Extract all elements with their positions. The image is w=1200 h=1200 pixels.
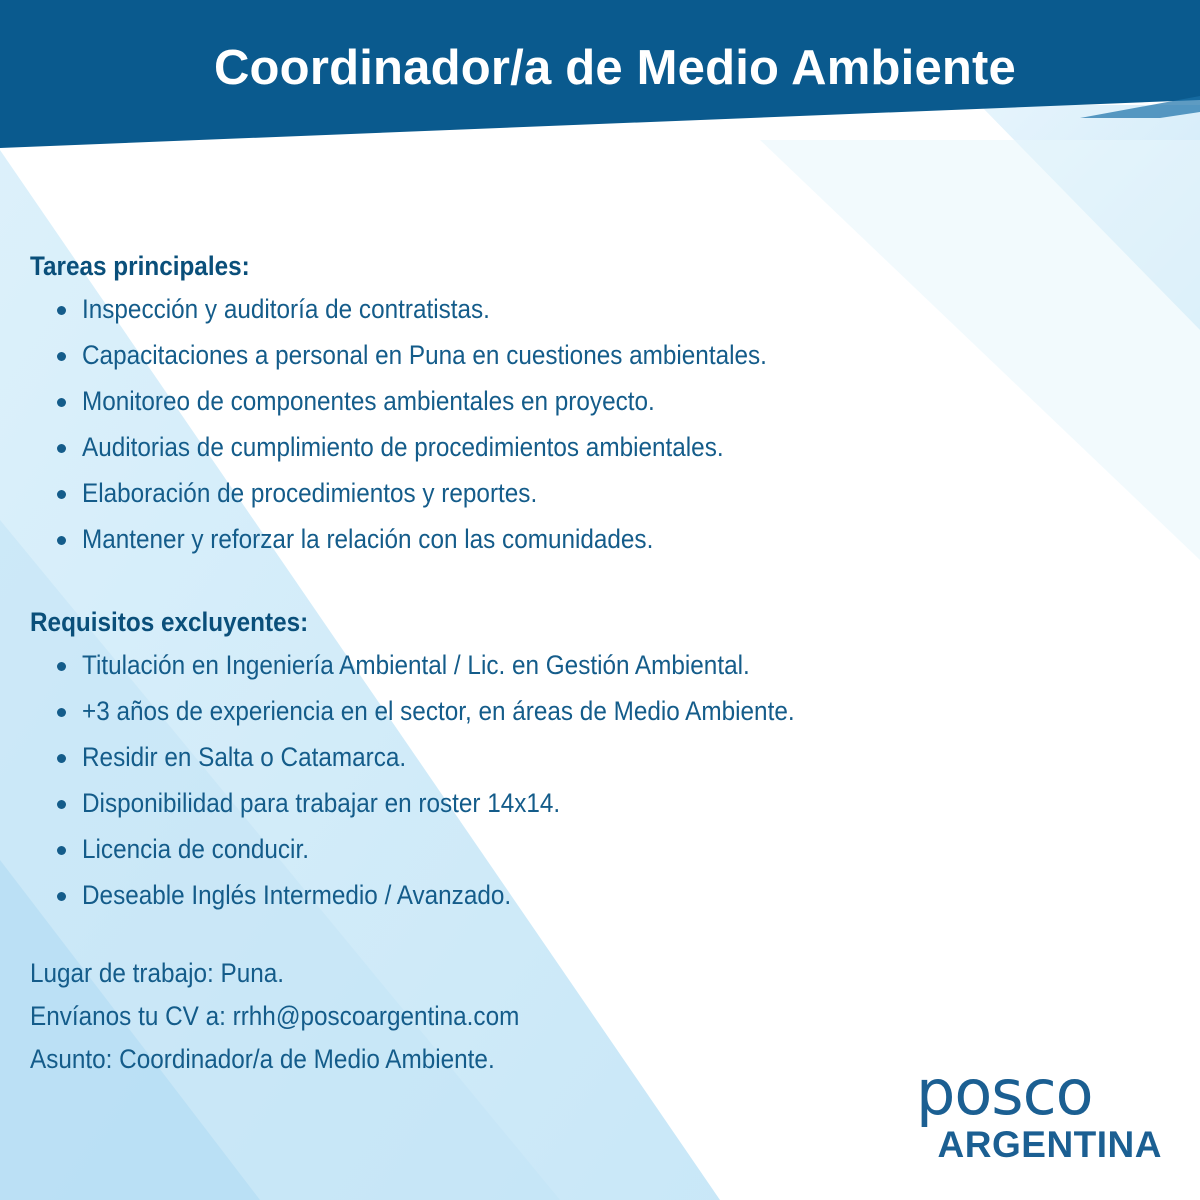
list-item: Elaboración de procedimientos y reportes.: [30, 470, 1030, 516]
list-item: Capacitaciones a personal en Puna en cuestiones ambientales.: [30, 332, 1030, 378]
bullet-icon: [57, 892, 66, 901]
job-description: [30, 246, 1030, 1081]
svg-text:posco: posco: [916, 1062, 1093, 1129]
subject-text: Asunto: Coordinador/a de Medio Ambiente.: [30, 1044, 495, 1074]
tasks-list: [30, 286, 1030, 562]
tasks-heading: Tareas principales:: [30, 251, 250, 281]
requirements-list: [30, 642, 1030, 918]
contact-info: [30, 952, 1030, 1081]
list-item: Disponibilidad para trabajar en roster 14x14.: [30, 780, 1030, 826]
logo-region: ARGENTINA: [937, 1124, 1162, 1165]
list-item: Deseable Inglés Intermedio / Avanzado.: [30, 872, 1030, 918]
bullet-icon: [57, 536, 66, 545]
bullet-icon: [57, 306, 66, 315]
list-item: Licencia de conducir.: [30, 826, 1030, 872]
send-cv-text: Envíanos tu CV a: rrhh@poscoargentina.com: [30, 1001, 520, 1031]
posco-wordmark-icon: [914, 1062, 1184, 1132]
list-item: +3 años de experiencia en el sector, en áreas de Medio Ambiente.: [30, 688, 1030, 734]
requirements-heading: Requisitos excluyentes:: [30, 607, 309, 637]
page-title: Coordinador/a de Medio Ambiente: [213, 41, 1017, 95]
bullet-icon: [57, 352, 66, 361]
header-banner: [0, 0, 1200, 140]
list-item: Residir en Salta o Catamarca.: [30, 734, 1030, 780]
bullet-icon: [57, 444, 66, 453]
list-item: Monitoreo de componentes ambientales en proyecto.: [30, 378, 1030, 424]
bullet-icon: [57, 708, 66, 717]
posco-logo: [914, 1062, 1184, 1172]
bullet-icon: [57, 754, 66, 763]
bullet-icon: [57, 398, 66, 407]
list-item: Inspección y auditoría de contratistas.: [30, 286, 1030, 332]
list-item: Mantener y reforzar la relación con las comunidades.: [30, 516, 1030, 562]
bullet-icon: [57, 846, 66, 855]
bullet-icon: [57, 662, 66, 671]
workplace-text: Lugar de trabajo: Puna.: [30, 958, 284, 988]
list-item: Auditorias de cumplimiento de procedimientos ambientales.: [30, 424, 1030, 470]
bullet-icon: [57, 490, 66, 499]
bullet-icon: [57, 800, 66, 809]
list-item: Titulación en Ingeniería Ambiental / Lic. en Gestión Ambiental.: [30, 642, 1030, 688]
